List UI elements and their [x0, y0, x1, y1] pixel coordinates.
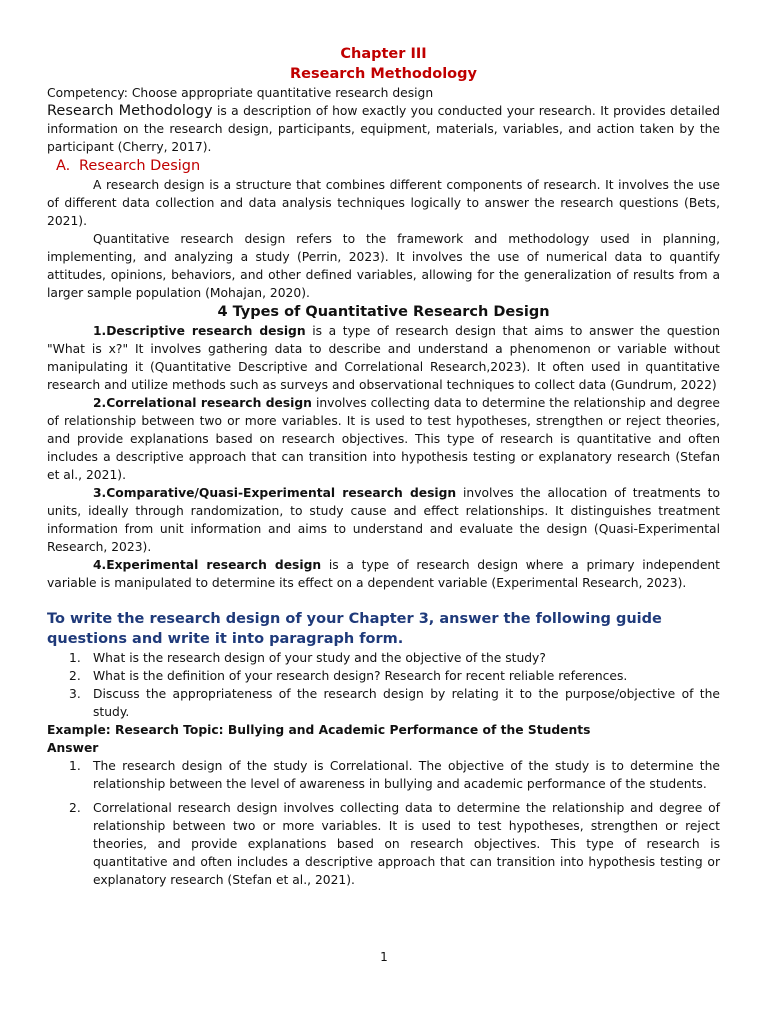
- type-term: 3.Comparative/Quasi-Experimental research design: [93, 486, 457, 500]
- type-item-correlational: [47, 394, 720, 484]
- list-number: 1.: [69, 651, 81, 665]
- type-text: is a type of research design that aims to answer the question "What is x?" It involves gathering data to describe and understand a phenomenon or variable without manipulating it (Quantitative Descriptive and Correlational Research,2023). It often used in quantitative research and utilize methods such as surveys and observational techniques to collect data (Gundrum, 2022): [47, 324, 720, 392]
- quantitative-design-paragraph: Quantitative research design refers to the framework and methodology used in planning, implementing, and analyzing a study (Perrin, 2023). It involves the use of numerical data to quantify attitudes, opinions, behaviors, and other defined variables, allowing for the generalization of results from a larger sample population (Mohajan, 2020).: [47, 232, 720, 300]
- list-text: What is the research design of your study and the objective of the study?: [93, 651, 546, 665]
- list-text: Correlational research design involves collecting data to determine the relationship and degree of relationship between two or more variables. It is used to test hypotheses, strengthen or reject theories, and provide explanations based on research objectives. This type of research is quantitative and often includes a descriptive approach that can transition into hypothesis testing or explanatory research (Stefan et al., 2021).: [93, 801, 720, 887]
- list-item: [47, 685, 720, 721]
- list-number: 1.: [69, 759, 81, 773]
- intro-paragraph: [47, 102, 720, 156]
- list-item: [47, 667, 720, 685]
- section-a-label: A.: [56, 158, 71, 174]
- chapter-label: Chapter III: [340, 46, 427, 62]
- answer-label: Answer: [47, 741, 99, 755]
- section-a-heading: [56, 156, 720, 176]
- type-term: 2.Correlational research design: [93, 396, 312, 410]
- type-text: involves the allocation of treatments to units, ideally through randomization, to study cause and effect relationships. It distinguishes treatment information from unit information and aims to understand and evaluate the design (Quasi-Experimental Research, 2023).: [47, 486, 720, 554]
- section-a-title: Research Design: [79, 158, 201, 174]
- list-item: [47, 757, 720, 793]
- types-title: 4 Types of Quantitative Research Design: [217, 304, 550, 320]
- list-number: 2.: [69, 801, 81, 815]
- intro-text: is a description of how exactly you conducted your research. It provides detailed information on the research design, participants, equipment, materials, variables, and action taken by the participant (Cherry, 2017).: [47, 104, 720, 154]
- type-item-descriptive: [47, 322, 720, 394]
- type-item-experimental: [47, 556, 720, 592]
- type-text: involves collecting data to determine the relationship and degree of relationship between two or more variables. It is used to test hypotheses, strengthen or reject theories, and provide explanations based on research objectives. This type of research is quantitative and often includes a descriptive approach that can transition into hypothesis testing or explanatory research (Stefan et al., 2021).: [47, 396, 720, 482]
- example-heading: Example: Research Topic: Bullying and Academic Performance of the Students: [47, 723, 591, 737]
- competency-line: Competency: Choose appropriate quantitative research design: [47, 86, 434, 100]
- type-term: 1.Descriptive research design: [93, 324, 306, 338]
- list-text: Discuss the appropriateness of the research design by relating it to the purpose/objective of the study.: [93, 687, 720, 719]
- type-term: 4.Experimental research design: [93, 558, 322, 572]
- page-number: 1: [380, 950, 388, 964]
- intro-term: Research Methodology: [47, 103, 213, 119]
- answers-list: [47, 757, 720, 889]
- list-number: 2.: [69, 669, 81, 683]
- list-item: [47, 799, 720, 889]
- list-text: The research design of the study is Correlational. The objective of the study is to determine the relationship between the level of awareness in bullying and academic performance of the students.: [93, 759, 720, 791]
- type-item-quasi-experimental: [47, 484, 720, 556]
- chapter-title: Research Methodology: [290, 66, 477, 82]
- page-content: [47, 44, 720, 889]
- list-text: What is the definition of your research design? Research for recent reliable references.: [93, 669, 628, 683]
- guide-heading: To write the research design of your Chapter 3, answer the following guide questions and write it into paragraph form.: [47, 611, 662, 647]
- type-text: is a type of research design where a primary independent variable is manipulated to determine its effect on a dependent variable (Experimental Research, 2023).: [47, 558, 721, 590]
- guide-questions-list: [47, 649, 720, 721]
- list-number: 3.: [69, 687, 81, 701]
- research-design-paragraph: A research design is a structure that combines different components of research. It involves the use of different data collection and data analysis techniques logically to answer the research questions (Bets, 2021).: [47, 178, 720, 228]
- list-item: [47, 649, 720, 667]
